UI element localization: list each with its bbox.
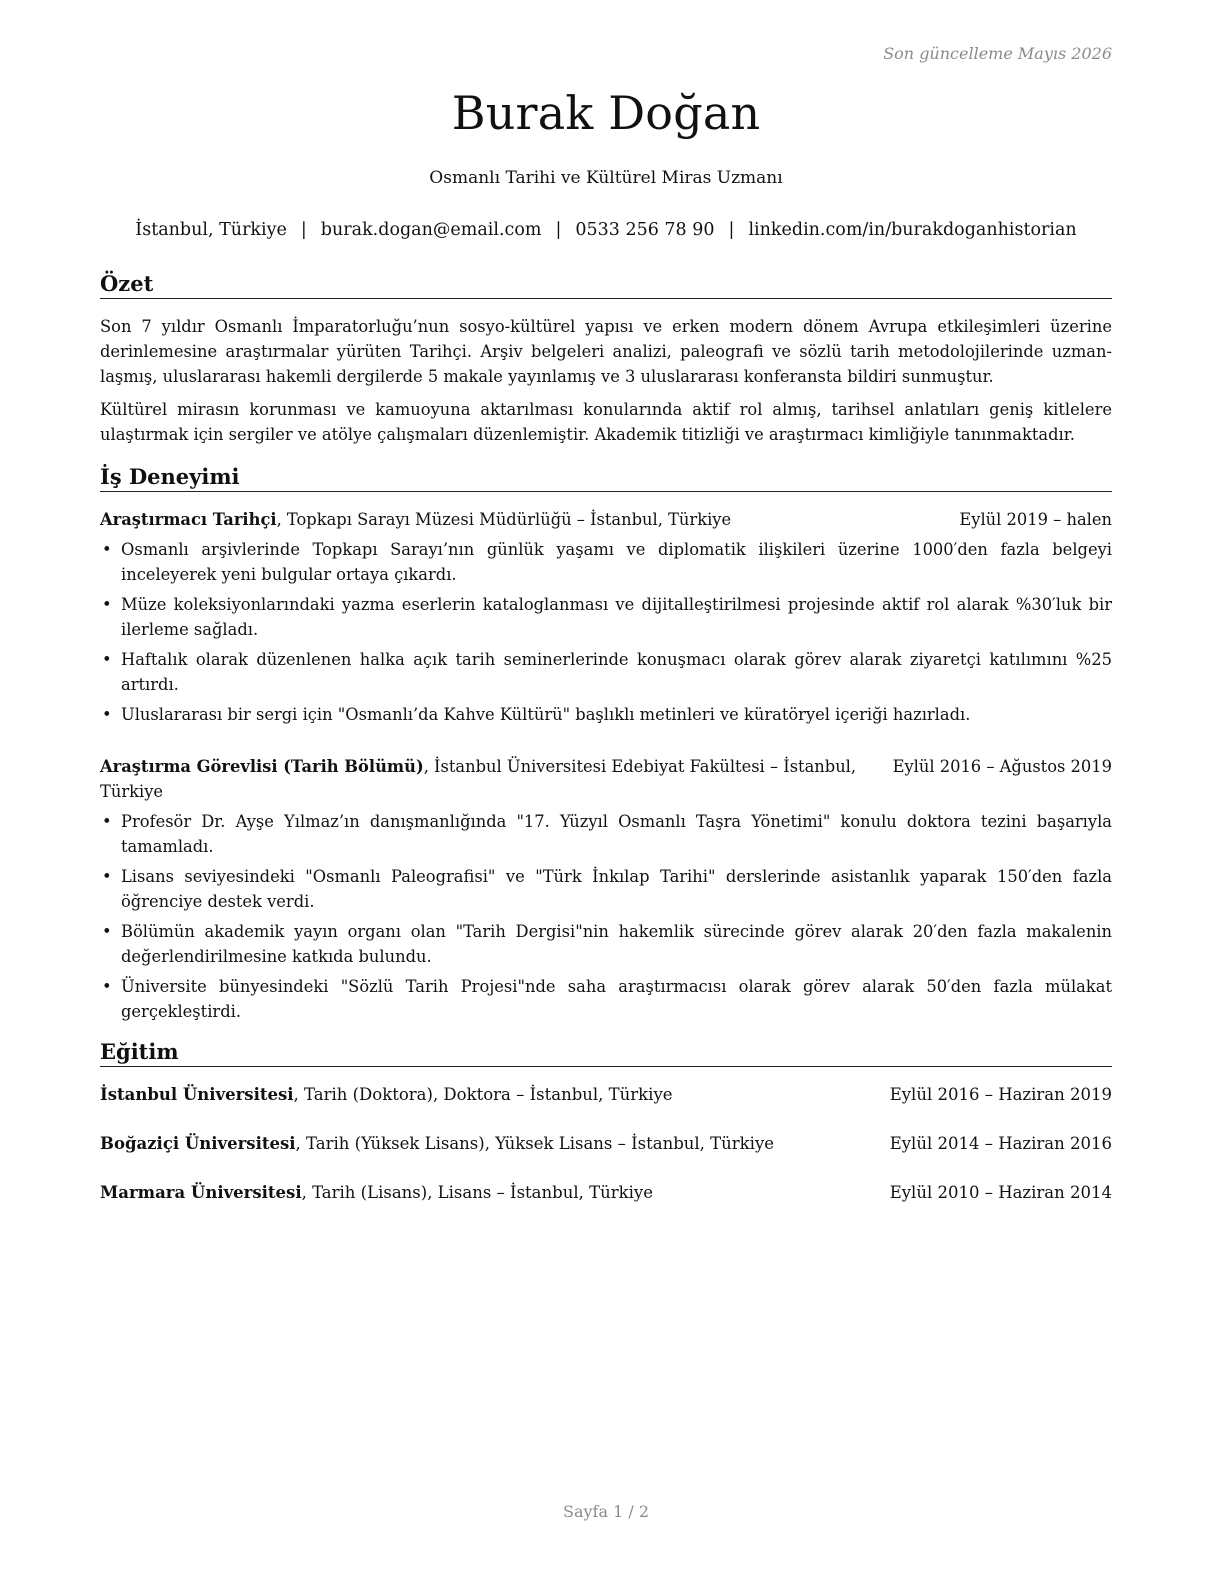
bullet-icon: • (102, 867, 112, 886)
resume-page (100, 0, 1112, 1584)
contact-linkedin[interactable]: linkedin.com/in/burakdoganhistorian (748, 220, 1077, 240)
bullet-icon: • (102, 922, 112, 941)
education-date: Eylül 2010 – Haziran 2014 (889, 1183, 1112, 1202)
list-item (100, 974, 1112, 1024)
summary-section (100, 314, 1112, 455)
list-item-text: Haftalık olarak düzenlenen halka açık tarih seminerlerinde konuşmacı olarak görev alarak ziyaretçi katılımını %25 artırdı. (121, 650, 1112, 694)
job-date: Eylül 2016 – Ağustos 2019 (892, 757, 1112, 776)
education-detail: , Tarih (Doktora), Doktora – İstanbul, Türkiye (293, 1085, 673, 1104)
education-entry (100, 1131, 1112, 1156)
contact-separator: | (300, 220, 307, 240)
bullet-icon: • (102, 977, 112, 996)
list-item-text: Bölümün akademik yayın organı olan "Tarih Dergisi"nin hakemlik sürecinde görev alarak 20′den fazla makalenin değerlendirilmesine katkıda bulundu. (121, 922, 1112, 966)
contact-separator: | (728, 220, 735, 240)
section-heading-experience: İş Deneyimi (100, 464, 1112, 492)
contact-phone: 0533 256 78 90 (575, 220, 715, 240)
list-item-text: Üniversite bünyesindeki "Sözlü Tarih Projesi"nde saha araştırmacısı olarak görev alarak 50′den fazla mülakat gerçekleştirdi. (121, 977, 1112, 1021)
candidate-name: Burak Doğan (451, 86, 761, 140)
list-item-text: Profesör Dr. Ayşe Yılmaz’ın danışmanlığında "17. Yüzyıl Osmanlı Taşra Yönetimi" konulu doktora tezini başarıyla tamamladı. (121, 812, 1112, 856)
job-organization: , Topkapı Sarayı Müzesi Müdürlüğü – İstanbul, Türkiye (276, 510, 732, 529)
job-organization: , İstanbul Üniversitesi Edebiyat Fakültesi – İstanbul, Türkiye (100, 757, 857, 801)
list-item (100, 647, 1112, 697)
list-item (100, 864, 1112, 914)
list-item-text: Lisans seviyesindeki "Osmanlı Paleografisi" ve "Türk İnkılap Tarihi" derslerinde asistanlık yaparak 150′den fazla öğrenciye destek verdi. (121, 867, 1112, 911)
job-role: Araştırma Görevlisi (Tarih Bölümü) (100, 757, 424, 776)
job-entry (100, 507, 1112, 732)
contact-location: İstanbul, Türkiye (135, 220, 287, 240)
education-detail: , Tarih (Yüksek Lisans), Yüksek Lisans – İstanbul, Türkiye (295, 1134, 775, 1153)
section-heading-education: Eğitim (100, 1039, 1112, 1067)
education-school: İstanbul Üniversitesi (100, 1085, 294, 1104)
bullet-icon: • (102, 812, 112, 831)
list-item-text: Osmanlı arşivlerinde Topkapı Sarayı’nın günlük yaşamı ve diplomatik ilişkileri üzerine 1000′den fazla belgeyi inceleyerek yeni bulgular ortaya çıkardı. (121, 540, 1112, 584)
list-item (100, 919, 1112, 969)
list-item-text: Müze koleksiyonlarındaki yazma eserlerin kataloglanması ve dijitalleştirilmesi projesinde aktif rol alarak %30′luk bir ilerleme sağladı. (121, 595, 1112, 639)
list-item (100, 537, 1112, 587)
education-entry (100, 1082, 1112, 1107)
contact-line (100, 220, 1112, 240)
list-item-text: Uluslararası bir sergi için "Osmanlı’da Kahve Kültürü" başlıklı metinleri ve küratöryel içeriği hazırladı. (121, 705, 971, 724)
summary-paragraph: Kültürel mirasın korunması ve kamuoyuna aktarılması konularında aktif rol almış, tarihsel anlatıları geniş kitlelere ulaştırmak için sergiler ve atölye çalışmaları düzenlemiştir. Akademik titizliği ve araştırmacı kimliğiyle tanınmaktadır. (100, 400, 1112, 444)
contact-separator: | (555, 220, 562, 240)
job-role: Araştırmacı Tarihçi (100, 510, 277, 529)
list-item (100, 592, 1112, 642)
education-detail: , Tarih (Lisans), Lisans – İstanbul, Türkiye (301, 1183, 653, 1202)
job-entry (100, 754, 1112, 1029)
job-bullets (100, 809, 1112, 1024)
bullet-icon: • (102, 540, 112, 559)
list-item (100, 809, 1112, 859)
bullet-icon: • (102, 595, 112, 614)
education-date: Eylül 2014 – Haziran 2016 (889, 1134, 1112, 1153)
job-date: Eylül 2019 – halen (959, 510, 1112, 529)
job-header (100, 507, 1112, 532)
section-heading-summary: Özet (100, 271, 1112, 299)
education-school: Boğaziçi Üniversitesi (100, 1134, 296, 1153)
bullet-icon: • (102, 650, 112, 669)
bullet-icon: • (102, 705, 112, 724)
candidate-title: Osmanlı Tarihi ve Kültürel Miras Uzmanı (429, 168, 783, 188)
education-entry (100, 1180, 1112, 1205)
job-header (100, 754, 1112, 804)
last-updated-note: Son güncelleme Mayıs 2026 (883, 44, 1112, 63)
contact-email[interactable]: burak.dogan@email.com (320, 220, 542, 240)
summary-paragraph: Son 7 yıldır Osmanlı İmparatorluğu’nun sosyo-kültürel yapısı ve erken modern dönem Avrupa etkileşimleri üzerine derinlemesine araştırmalar yürüten Tarihçi. Arşiv belgeleri analizi, paleografi ve sözlü tarih metodolojilerinde uzmanlaşmış, uluslararası hakemli dergilerde 5 makale yayınlamış ve 3 uluslararası konferansta bildiri sunmuştur. (100, 317, 1112, 386)
education-school: Marmara Üniversitesi (100, 1183, 302, 1202)
job-bullets (100, 537, 1112, 727)
education-date: Eylül 2016 – Haziran 2019 (889, 1085, 1112, 1104)
page-number: Sayfa 1 / 2 (562, 1502, 649, 1521)
list-item (100, 702, 1112, 727)
